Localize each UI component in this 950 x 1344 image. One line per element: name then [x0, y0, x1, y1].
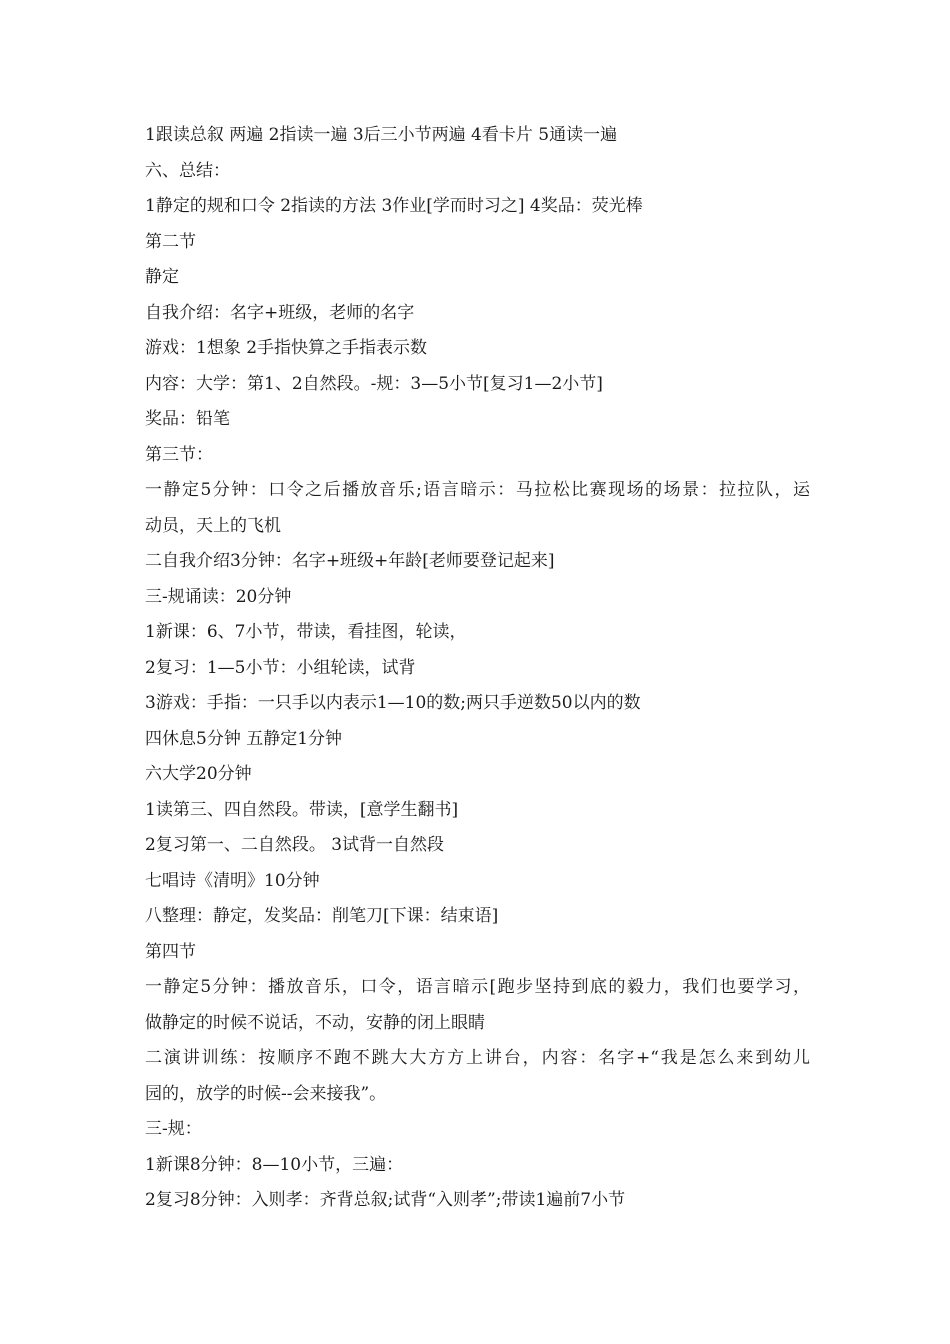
text-line-8: 内容：大学：第1、2自然段。-规：3—5小节[复习1—2小节] — [145, 373, 603, 394]
text-line-9: 奖品：铅笔 — [145, 409, 230, 429]
text-line-26: 做静定的时候不说话，不动，安静的闭上眼睛 — [145, 1012, 485, 1033]
text-line-7: 游戏：1想象 2手指快算之手指表示数 — [145, 338, 428, 358]
text-line-14: 三-规诵读：20分钟 — [145, 586, 292, 607]
text-line-23: 八整理：静定，发奖品：削笔刀[下课：结束语] — [145, 906, 499, 926]
text-line-30: 1新课8分钟：8—10小节，三遍： — [145, 1154, 404, 1175]
section-heading-lesson-2: 第二节 — [145, 231, 196, 252]
text-line-21: 2复习第一、二自然段。 3试背一自然段 — [145, 835, 445, 855]
text-line-5: 静定 — [145, 267, 179, 287]
text-line-15: 1新课：6、7小节，带读，看挂图，轮读， — [145, 622, 467, 642]
text-line-19: 六大学20分钟 — [145, 764, 252, 784]
text-line-28: 园的，放学的时候--会来接我”。 — [145, 1083, 387, 1104]
text-line-17: 3游戏：手指：一只手以内表示1—10的数;两只手逆数50以内的数 — [145, 693, 641, 713]
text-line-18: 四休息5分钟 五静定1分钟 — [145, 728, 343, 749]
text-line-31: 2复习8分钟：入则孝：齐背总叙;试背“入则孝”;带读1遍前7小节 — [145, 1190, 626, 1210]
text-line-11: 一静定5分钟：口令之后播放音乐;语言暗示：马拉松比赛现场的场景：拉拉队，运 — [145, 480, 810, 500]
text-line-29: 三-规： — [145, 1119, 202, 1139]
text-line-16: 2复习：1—5小节：小组轮读，试背 — [145, 657, 416, 678]
section-heading-summary: 六、总结： — [145, 160, 230, 181]
text-line-1: 1跟读总叙 两遍 2指读一遍 3后三小节两遍 4看卡片 5通读一遍 — [145, 125, 618, 145]
text-line-20: 1读第三、四自然段。带读，[意学生翻书] — [145, 799, 459, 820]
document-page — [145, 118, 810, 1219]
text-line-27: 二演讲训练：按顺序不跑不跳大大方方上讲台，内容：名字+“我是怎么来到幼儿 — [145, 1048, 810, 1068]
text-line-25: 一静定5分钟：播放音乐，口令，语言暗示[跑步坚持到底的毅力，我们也要学习， — [145, 977, 810, 997]
section-heading-lesson-3: 第三节： — [145, 444, 213, 465]
text-line-12: 动员，天上的飞机 — [145, 515, 281, 536]
text-line-3: 1静定的规和口令 2指读的方法 3作业[学而时习之] 4奖品：荧光棒 — [145, 196, 643, 216]
text-line-22: 七唱诗《清明》10分钟 — [145, 870, 320, 891]
text-line-6: 自我介绍：名字+班级，老师的名字 — [145, 302, 415, 323]
section-heading-lesson-4: 第四节 — [145, 941, 196, 962]
text-line-13: 二自我介绍3分钟：名字+班级+年龄[老师要登记起来] — [145, 551, 555, 571]
